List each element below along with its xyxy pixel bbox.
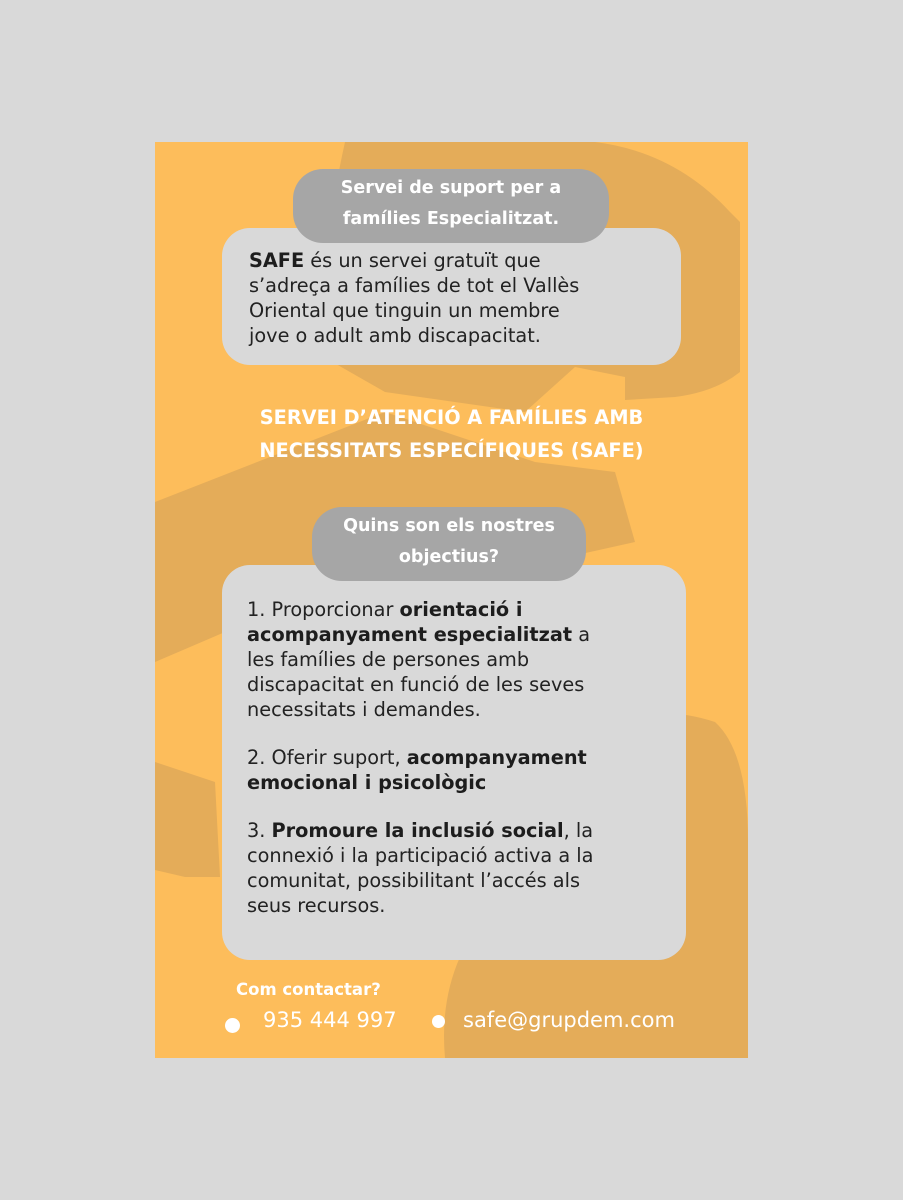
brand-name: SAFE [249, 249, 305, 272]
objective-1-line4: discapacitat en funció de les seves [247, 673, 585, 696]
objective-2-bold-line2: emocional i psicològic [247, 771, 487, 794]
objective-1-bold-line1: orientació i [399, 598, 523, 621]
intro-line4: jove o adult amb discapacitat. [249, 324, 541, 347]
intro-box [222, 228, 681, 365]
shape-left-arm [155, 762, 220, 877]
intro-line3: Oriental que tinguin un membre [249, 299, 560, 322]
intro-pill [293, 169, 609, 243]
objective-1-line3: les famílies de persones amb [247, 648, 530, 671]
objective-3-prefix: 3. [247, 819, 272, 842]
contact-phone[interactable]: 935 444 997 [263, 1008, 397, 1032]
objective-1-prefix: 1. Proporcionar [247, 598, 400, 621]
objectives-pill-line1: Quins son els nostres [343, 516, 555, 536]
objectives-pill-line2: objectius? [398, 547, 500, 567]
objectives-pill [312, 507, 586, 581]
objective-3-line4: seus recursos. [247, 894, 386, 917]
page-title-line1: SERVEI D’ATENCIÓ A FAMÍLIES AMB [259, 406, 644, 429]
objective-3-line3: comunitat, possibilitant l’accés als [247, 869, 581, 892]
objective-2-bold-line1: acompanyament [406, 746, 587, 769]
objective-item-2 [247, 745, 686, 795]
contact-title: Com contactar? [236, 980, 381, 999]
intro-line1: és un servei gratuït que [304, 249, 541, 272]
objective-1-bold-line2: acompanyament especialitzat [247, 623, 573, 646]
objective-3-bold: Promoure la inclusió social [271, 819, 564, 842]
objective-3-after-bold: , la [563, 819, 594, 842]
objective-2-prefix: 2. Oferir suport, [247, 746, 407, 769]
contact-email[interactable]: safe@grupdem.com [463, 1008, 675, 1032]
intro-pill-line1: Servei de suport per a [340, 178, 562, 198]
objective-1-after-bold: a [572, 623, 591, 646]
poster [155, 142, 748, 1058]
objective-item-3 [247, 818, 686, 918]
intro-description [249, 248, 681, 348]
page-title-line2: NECESSITATS ESPECÍFIQUES (SAFE) [259, 439, 644, 462]
objective-3-line2: connexió i la participació activa a la [247, 844, 594, 867]
objectives-box [222, 565, 686, 960]
page-title [155, 401, 748, 467]
intro-pill-line2: famílies Especialitzat. [342, 209, 560, 229]
phone-bullet-icon [225, 1018, 240, 1033]
objective-item-1 [247, 597, 686, 722]
email-bullet-icon [432, 1015, 445, 1028]
objective-1-line5: necessitats i demandes. [247, 698, 481, 721]
intro-line2: s’adreça a famílies de tot el Vallès [249, 274, 580, 297]
